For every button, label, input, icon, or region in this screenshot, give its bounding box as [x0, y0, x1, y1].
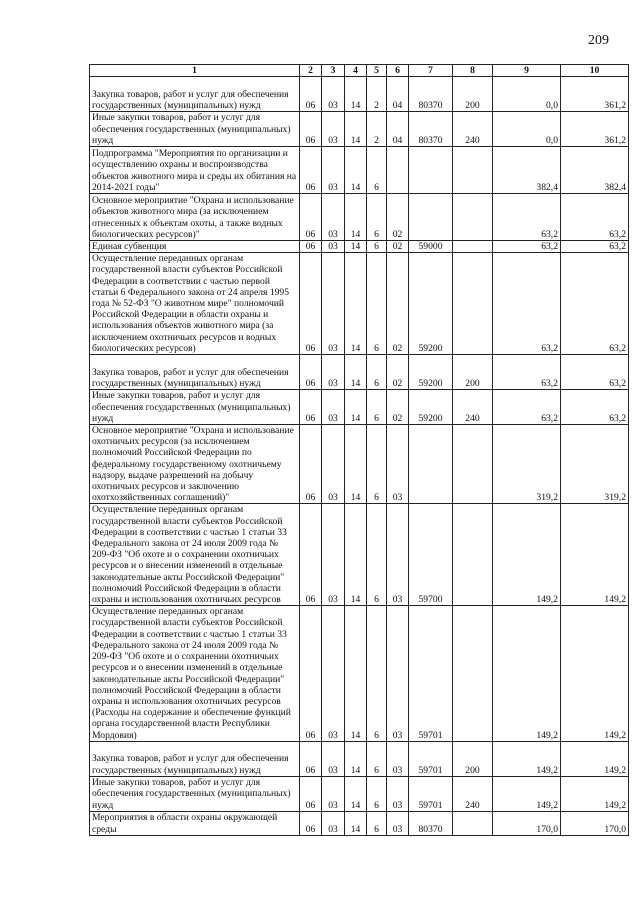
cell-col-6: 02 [387, 355, 409, 390]
cell-col-3: 03 [322, 811, 345, 835]
column-header-6: 6 [387, 65, 409, 77]
cell-col-7: 59200 [409, 355, 453, 390]
cell-col-10: 382,4 [561, 147, 629, 194]
cell-col-9: 319,2 [493, 425, 561, 504]
row-name: Закупка товаров, работ и услуг для обеспечения государственных (муниципальных) нужд [90, 355, 300, 390]
cell-col-6: 02 [387, 241, 409, 253]
row-name: Осуществление переданных органам государственной власти субъектов Российской Федерации в соответствии с частью 1 статьи 33 Федерального закона от 24 июля 2009 года № 209-ФЗ "Об охоте и о сохранении охотничьих ресурсов и о внесении изменений в отдельные законодательные акты Российской Федерации" полномочий Российской Федерации в области охраны и использования охотничьих ресурсов (Расходы на содержание и обеспечение функций органа государственной власти Республики Мордовия) [90, 606, 300, 741]
cell-col-4: 14 [345, 112, 367, 147]
cell-col-5: 6 [367, 147, 387, 194]
cell-col-2: 06 [300, 112, 322, 147]
cell-col-5: 6 [367, 606, 387, 741]
cell-col-10: 361,2 [561, 112, 629, 147]
header-row [90, 65, 629, 77]
cell-col-7: 59701 [409, 741, 453, 776]
table-row [90, 811, 629, 835]
cell-col-10: 149,2 [561, 776, 629, 811]
row-name: Основное мероприятие "Охрана и использование объектов животного мира (за исключением отнесенных к объектам охоты, а также водных биологических ресурсов)" [90, 194, 300, 241]
cell-col-5: 6 [367, 355, 387, 390]
table-body [90, 77, 629, 836]
cell-col-2: 06 [300, 241, 322, 253]
cell-col-5: 6 [367, 504, 387, 606]
cell-col-8 [453, 606, 493, 741]
table-row [90, 241, 629, 253]
cell-col-2: 06 [300, 355, 322, 390]
cell-col-10: 63,2 [561, 241, 629, 253]
cell-col-5: 6 [367, 253, 387, 355]
row-name: Единая субвенция [90, 241, 300, 253]
cell-col-7: 59701 [409, 776, 453, 811]
cell-col-6: 03 [387, 776, 409, 811]
cell-col-6: 02 [387, 194, 409, 241]
cell-col-9: 63,2 [493, 241, 561, 253]
cell-col-8 [453, 504, 493, 606]
cell-col-5: 6 [367, 241, 387, 253]
column-header-1: 1 [90, 65, 300, 77]
cell-col-6: 04 [387, 77, 409, 112]
cell-col-2: 06 [300, 147, 322, 194]
cell-col-3: 03 [322, 776, 345, 811]
cell-col-4: 14 [345, 425, 367, 504]
cell-col-3: 03 [322, 355, 345, 390]
cell-col-4: 14 [345, 253, 367, 355]
cell-col-2: 06 [300, 194, 322, 241]
cell-col-3: 03 [322, 741, 345, 776]
cell-col-7: 80370 [409, 811, 453, 835]
cell-col-10: 149,2 [561, 606, 629, 741]
cell-col-9: 63,2 [493, 390, 561, 425]
cell-col-3: 03 [322, 241, 345, 253]
row-name: Подпрограмма "Мероприятия по организации и осуществлению охраны и воспроизводства объектов животного мира и среды их обитания на 2014-2021 годы" [90, 147, 300, 194]
cell-col-9: 0,0 [493, 112, 561, 147]
cell-col-8 [453, 253, 493, 355]
cell-col-10: 63,2 [561, 390, 629, 425]
cell-col-8 [453, 811, 493, 835]
cell-col-2: 06 [300, 77, 322, 112]
cell-col-4: 14 [345, 776, 367, 811]
cell-col-7 [409, 147, 453, 194]
table-row [90, 390, 629, 425]
row-name: Иные закупки товаров, работ и услуг для обеспечения государственных (муниципальных) нужд [90, 390, 300, 425]
cell-col-4: 14 [345, 606, 367, 741]
cell-col-5: 2 [367, 112, 387, 147]
cell-col-8: 200 [453, 77, 493, 112]
cell-col-6: 02 [387, 253, 409, 355]
cell-col-6: 03 [387, 606, 409, 741]
cell-col-3: 03 [322, 425, 345, 504]
row-name: Мероприятия в области охраны окружающей среды [90, 811, 300, 835]
cell-col-9: 149,2 [493, 741, 561, 776]
cell-col-5: 2 [367, 77, 387, 112]
cell-col-3: 03 [322, 194, 345, 241]
cell-col-8: 200 [453, 741, 493, 776]
cell-col-7 [409, 194, 453, 241]
table-row [90, 355, 629, 390]
cell-col-6: 02 [387, 390, 409, 425]
cell-col-8: 200 [453, 355, 493, 390]
column-header-5: 5 [367, 65, 387, 77]
cell-col-6: 03 [387, 504, 409, 606]
cell-col-6: 03 [387, 425, 409, 504]
cell-col-8: 240 [453, 390, 493, 425]
column-header-10: 10 [561, 65, 629, 77]
column-header-9: 9 [493, 65, 561, 77]
cell-col-7: 59700 [409, 504, 453, 606]
page-number: 209 [588, 33, 609, 48]
cell-col-8: 240 [453, 112, 493, 147]
cell-col-4: 14 [345, 741, 367, 776]
cell-col-10: 149,2 [561, 504, 629, 606]
cell-col-5: 6 [367, 741, 387, 776]
cell-col-2: 06 [300, 504, 322, 606]
cell-col-7: 59000 [409, 241, 453, 253]
cell-col-8 [453, 241, 493, 253]
cell-col-10: 63,2 [561, 253, 629, 355]
cell-col-10: 170,0 [561, 811, 629, 835]
cell-col-9: 0,0 [493, 77, 561, 112]
row-name: Осуществление переданных органам государственной власти субъектов Российской Федерации в соответствии с частью 1 статьи 33 Федерального закона от 24 июля 2009 года № 209-ФЗ "Об охоте и о сохранении охотничьих ресурсов и о внесении изменений в отдельные законодательные акты Российской Федерации" полномочий Российской Федерации в области охраны и использования охотничьих ресурсов [90, 504, 300, 606]
cell-col-4: 14 [345, 194, 367, 241]
cell-col-4: 14 [345, 241, 367, 253]
cell-col-5: 6 [367, 194, 387, 241]
cell-col-2: 06 [300, 811, 322, 835]
cell-col-7: 80370 [409, 77, 453, 112]
column-header-4: 4 [345, 65, 367, 77]
cell-col-8: 240 [453, 776, 493, 811]
cell-col-4: 14 [345, 504, 367, 606]
cell-col-9: 63,2 [493, 355, 561, 390]
column-header-2: 2 [300, 65, 322, 77]
cell-col-7: 59200 [409, 253, 453, 355]
cell-col-9: 382,4 [493, 147, 561, 194]
table-row [90, 77, 629, 112]
cell-col-10: 361,2 [561, 77, 629, 112]
cell-col-9: 63,2 [493, 194, 561, 241]
cell-col-7: 59200 [409, 390, 453, 425]
cell-col-7: 59701 [409, 606, 453, 741]
cell-col-4: 14 [345, 390, 367, 425]
cell-col-4: 14 [345, 147, 367, 194]
cell-col-2: 06 [300, 253, 322, 355]
column-header-7: 7 [409, 65, 453, 77]
cell-col-9: 63,2 [493, 253, 561, 355]
cell-col-6: 03 [387, 811, 409, 835]
table-row [90, 776, 629, 811]
cell-col-7: 80370 [409, 112, 453, 147]
cell-col-9: 170,0 [493, 811, 561, 835]
row-name: Иные закупки товаров, работ и услуг для обеспечения государственных (муниципальных) нужд [90, 112, 300, 147]
table-row [90, 194, 629, 241]
row-name: Осуществление переданных органам государственной власти субъектов Российской Федерации в соответствии с частью первой статьи 6 Федерального закона от 24 апреля 1995 года № 52-ФЗ "О животном мире" полномочий Российской Федерации в области охраны и использования объектов животного мира (за исключением охотничьих ресурсов и водных биологических ресурсов) [90, 253, 300, 355]
table-row [90, 504, 629, 606]
table-row [90, 253, 629, 355]
cell-col-10: 63,2 [561, 194, 629, 241]
cell-col-9: 149,2 [493, 504, 561, 606]
row-name: Иные закупки товаров, работ и услуг для обеспечения государственных (муниципальных) нужд [90, 776, 300, 811]
cell-col-10: 319,2 [561, 425, 629, 504]
cell-col-7 [409, 425, 453, 504]
cell-col-2: 06 [300, 741, 322, 776]
cell-col-8 [453, 425, 493, 504]
cell-col-4: 14 [345, 77, 367, 112]
table-row [90, 425, 629, 504]
cell-col-4: 14 [345, 811, 367, 835]
cell-col-2: 06 [300, 390, 322, 425]
table-row [90, 741, 629, 776]
cell-col-5: 6 [367, 425, 387, 504]
cell-col-2: 06 [300, 606, 322, 741]
cell-col-9: 149,2 [493, 606, 561, 741]
cell-col-5: 6 [367, 776, 387, 811]
cell-col-6 [387, 147, 409, 194]
cell-col-10: 149,2 [561, 741, 629, 776]
table-row [90, 112, 629, 147]
table-row [90, 147, 629, 194]
cell-col-3: 03 [322, 390, 345, 425]
cell-col-3: 03 [322, 253, 345, 355]
cell-col-3: 03 [322, 504, 345, 606]
cell-col-5: 6 [367, 390, 387, 425]
table-row [90, 606, 629, 741]
cell-col-2: 06 [300, 776, 322, 811]
cell-col-3: 03 [322, 606, 345, 741]
cell-col-3: 03 [322, 77, 345, 112]
cell-col-6: 04 [387, 112, 409, 147]
cell-col-6: 03 [387, 741, 409, 776]
row-name: Закупка товаров, работ и услуг для обеспечения государственных (муниципальных) нужд [90, 741, 300, 776]
column-header-8: 8 [453, 65, 493, 77]
cell-col-9: 149,2 [493, 776, 561, 811]
cell-col-10: 63,2 [561, 355, 629, 390]
cell-col-3: 03 [322, 147, 345, 194]
row-name: Закупка товаров, работ и услуг для обеспечения государственных (муниципальных) нужд [90, 77, 300, 112]
cell-col-8 [453, 147, 493, 194]
cell-col-3: 03 [322, 112, 345, 147]
column-header-3: 3 [322, 65, 345, 77]
cell-col-8 [453, 194, 493, 241]
cell-col-4: 14 [345, 355, 367, 390]
row-name: Основное мероприятие "Охрана и использование охотничьих ресурсов (за исключением полномочий Российской Федерации по федеральному государственному охотничьему надзору, выдаче разрешений на добычу охотничьих ресурсов и заключению охотхозяйственных соглашений)" [90, 425, 300, 504]
cell-col-5: 6 [367, 811, 387, 835]
budget-table [89, 64, 629, 836]
cell-col-2: 06 [300, 425, 322, 504]
